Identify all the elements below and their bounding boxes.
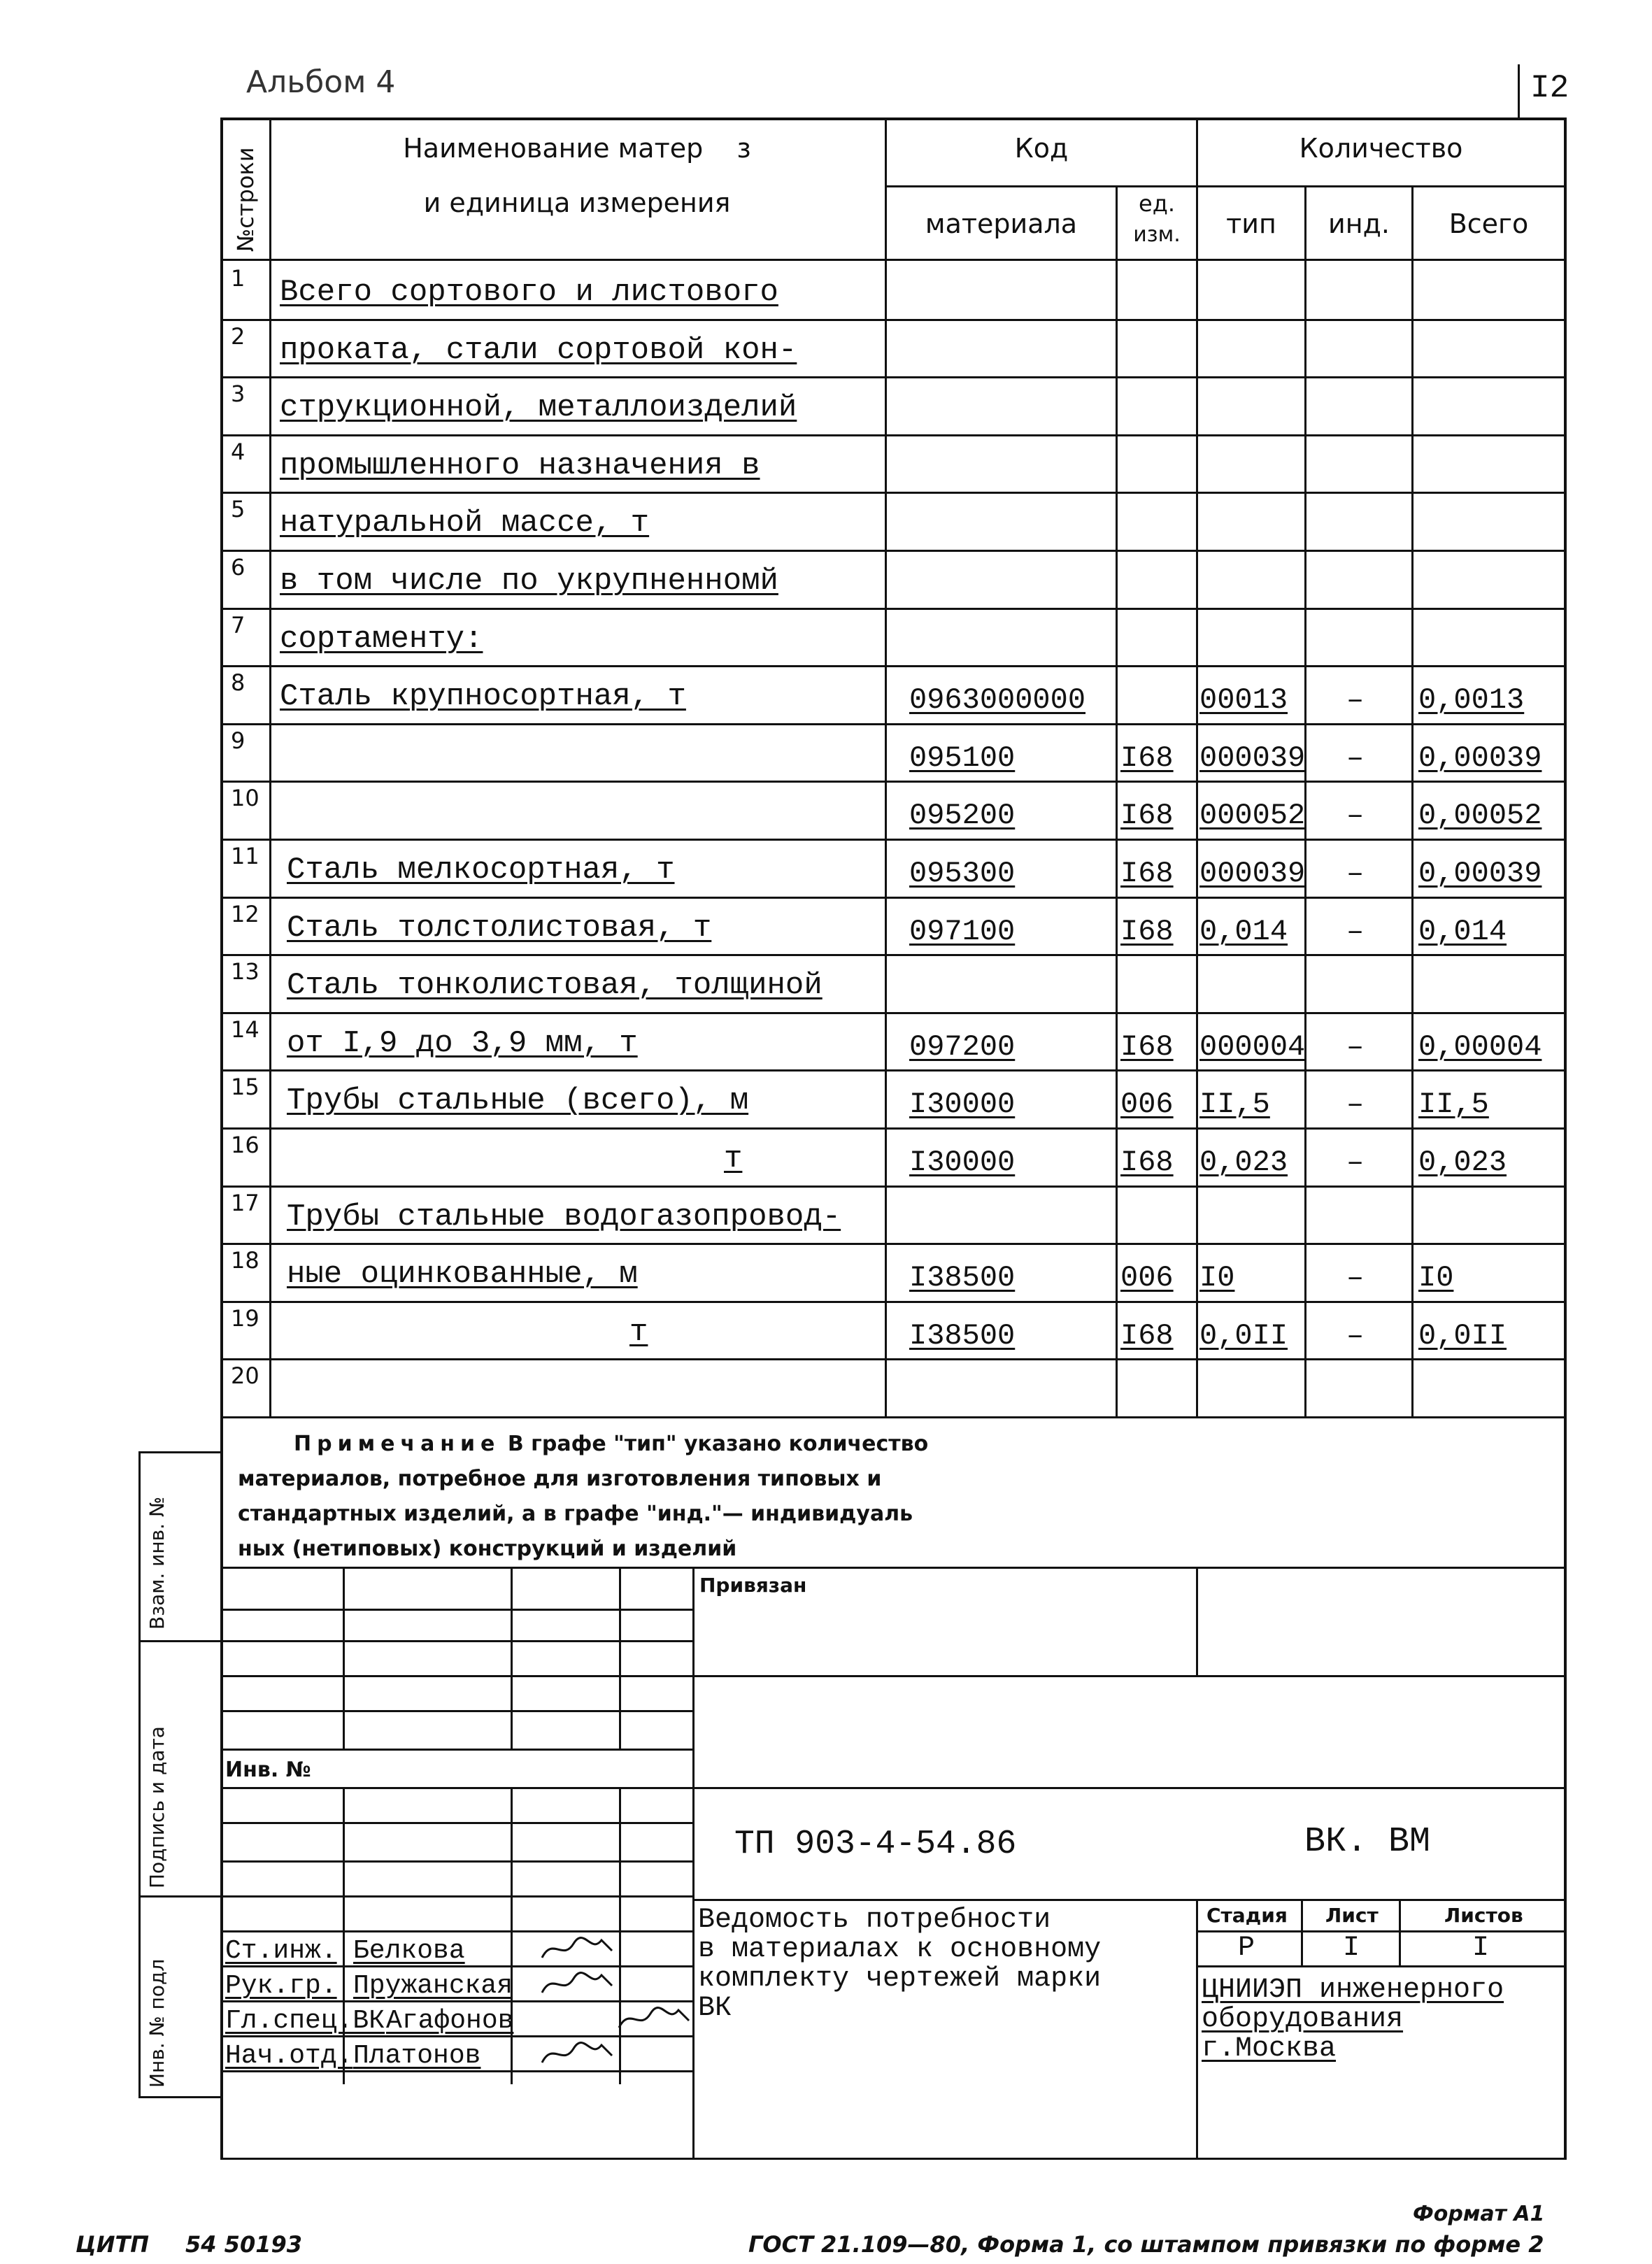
privyazan-label: Привязан bbox=[699, 1574, 807, 1597]
side-label-inv-podl: Инв. № подл bbox=[145, 1958, 169, 2088]
row-unit: I68 bbox=[1120, 1030, 1174, 1064]
row-ind: – bbox=[1346, 741, 1365, 775]
row-total: 0,00039 bbox=[1418, 857, 1542, 890]
col-header-name-line2: и единица измерения bbox=[423, 187, 731, 218]
inv-no-label: Инв. № bbox=[225, 1758, 311, 1782]
footer-gost: ГОСТ 21.109—80, Форма 1, со штампом привязки по форме 2 bbox=[748, 2231, 1544, 2258]
row-number: 2 bbox=[231, 323, 245, 350]
row-name: Сталь мелкосортная, т bbox=[287, 853, 675, 888]
row-unit: I68 bbox=[1120, 915, 1174, 948]
handwritten-signature-icon bbox=[539, 1968, 615, 2000]
row-name: ные оцинкованные, м bbox=[287, 1257, 638, 1292]
row-ind: – bbox=[1346, 857, 1365, 890]
row-name: проката, стали сортовой кон- bbox=[280, 333, 797, 368]
row-code: I30000 bbox=[909, 1088, 1016, 1121]
row-ind: – bbox=[1346, 1319, 1365, 1353]
doc-title-line4: ВК bbox=[698, 1993, 732, 2024]
col-header-name-part2: з bbox=[736, 133, 751, 164]
row-number: 20 bbox=[231, 1362, 259, 1389]
col-header-ind: инд. bbox=[1328, 208, 1390, 239]
row-name: т bbox=[724, 1141, 743, 1176]
note-line1: В графе "тип" указано количество bbox=[507, 1432, 929, 1456]
col-header-code: Код bbox=[1014, 133, 1069, 164]
side-label-vzam: Взам. инв. № bbox=[145, 1496, 169, 1630]
row-unit: I68 bbox=[1120, 799, 1174, 832]
sheet-value: I bbox=[1343, 1932, 1360, 1964]
row-number: 8 bbox=[231, 669, 245, 696]
signature-name: Агафонов bbox=[386, 2006, 514, 2036]
org-name bbox=[1202, 1976, 1504, 2064]
row-code: I38500 bbox=[909, 1319, 1016, 1353]
row-total: II,5 bbox=[1418, 1088, 1489, 1121]
sheet-label: Лист bbox=[1325, 1904, 1379, 1927]
sheets-value: I bbox=[1472, 1932, 1490, 1964]
row-number: 1 bbox=[231, 265, 245, 292]
row-ind: – bbox=[1346, 1030, 1365, 1064]
row-number: 17 bbox=[231, 1190, 259, 1216]
row-unit: I68 bbox=[1120, 741, 1174, 775]
row-code: 095100 bbox=[909, 741, 1016, 775]
handwritten-signature-icon bbox=[539, 2038, 615, 2070]
row-type: 000004 bbox=[1199, 1030, 1306, 1064]
signature-name: Пружанская bbox=[353, 1971, 513, 2001]
row-name: натуральной массе, т bbox=[280, 506, 650, 541]
row-type: 0,014 bbox=[1199, 915, 1288, 948]
row-code: 0963000000 bbox=[909, 683, 1086, 717]
row-number: 19 bbox=[231, 1305, 259, 1332]
row-number: 15 bbox=[231, 1074, 259, 1100]
signature-role: Гл.спец.ВК bbox=[225, 2006, 385, 2036]
row-name: в том числе по укрупненномй bbox=[280, 564, 778, 599]
col-header-total: Всего bbox=[1448, 208, 1529, 239]
row-code: I38500 bbox=[909, 1261, 1016, 1295]
row-number: 14 bbox=[231, 1016, 259, 1043]
row-total: I0 bbox=[1418, 1261, 1454, 1295]
stage-label: Стадия bbox=[1206, 1904, 1288, 1927]
col-header-unit-line2: изм. bbox=[1133, 222, 1181, 247]
row-name: сортаменту: bbox=[280, 622, 483, 657]
row-code: 095300 bbox=[909, 857, 1016, 890]
row-number: 3 bbox=[231, 380, 245, 407]
row-name: Сталь крупносортная, т bbox=[280, 679, 686, 714]
row-name: струкционной, металлоизделий bbox=[280, 390, 797, 425]
col-header-name-part1: Наименование матер bbox=[403, 133, 704, 164]
col-header-material: материала bbox=[925, 208, 1078, 239]
row-name: Сталь тонколистовая, толщиной bbox=[287, 968, 823, 1003]
org-line2: оборудования bbox=[1202, 2004, 1404, 2035]
row-type: 0,0II bbox=[1199, 1319, 1288, 1353]
row-type: II,5 bbox=[1199, 1088, 1270, 1121]
sheets-label: Листов bbox=[1444, 1904, 1523, 1927]
row-number: 6 bbox=[231, 554, 245, 581]
signature-name: Платонов bbox=[353, 2041, 481, 2071]
row-ind: – bbox=[1346, 1261, 1365, 1295]
row-name: промышленного назначения в bbox=[280, 448, 760, 483]
footer-citp: ЦИТП bbox=[76, 2231, 150, 2258]
row-name: Всего сортового и листового bbox=[280, 275, 778, 310]
col-header-quantity: Количество bbox=[1299, 133, 1463, 164]
row-code: 097100 bbox=[909, 915, 1016, 948]
row-number: 12 bbox=[231, 901, 259, 927]
row-unit: 006 bbox=[1120, 1088, 1174, 1121]
row-name: Сталь толстолистовая, т bbox=[287, 911, 712, 946]
row-total: 0,0013 bbox=[1418, 683, 1525, 717]
row-ind: – bbox=[1346, 683, 1365, 717]
row-total: 0,00004 bbox=[1418, 1030, 1542, 1064]
row-total: 0,023 bbox=[1418, 1146, 1507, 1179]
org-line3: г.Москва bbox=[1202, 2033, 1337, 2065]
row-type: I0 bbox=[1199, 1261, 1235, 1295]
row-number: 18 bbox=[231, 1247, 259, 1274]
row-number: 16 bbox=[231, 1132, 259, 1158]
note-line3: стандартных изделий, а в графе "инд."— индивидуаль bbox=[238, 1502, 913, 1526]
signature-name: Белкова bbox=[353, 1936, 465, 1966]
row-ind: – bbox=[1346, 1088, 1365, 1121]
row-unit: I68 bbox=[1120, 1146, 1174, 1179]
row-number: 7 bbox=[231, 612, 245, 639]
doc-title-line3: комплекту чертежей марки bbox=[698, 1963, 1102, 1995]
row-type: 00013 bbox=[1199, 683, 1288, 717]
row-number: 9 bbox=[231, 727, 245, 754]
doc-mark: ВК. ВМ bbox=[1304, 1822, 1431, 1862]
row-ind: – bbox=[1346, 799, 1365, 832]
row-name: от I,9 до 3,9 мм, т bbox=[287, 1026, 638, 1061]
note-line2: материалов, потребное для изготовления типовых и bbox=[238, 1467, 882, 1491]
row-code: 095200 bbox=[909, 799, 1016, 832]
row-number: 5 bbox=[231, 496, 245, 522]
row-ind: – bbox=[1346, 915, 1365, 948]
row-ind: – bbox=[1346, 1146, 1365, 1179]
row-number: 11 bbox=[231, 843, 259, 869]
row-number: 10 bbox=[231, 785, 259, 811]
album-label: Альбом 4 bbox=[246, 64, 396, 100]
row-code: 097200 bbox=[909, 1030, 1016, 1064]
row-unit: I68 bbox=[1120, 1319, 1174, 1353]
col-header-row-no: №строки bbox=[232, 147, 259, 252]
row-total: 0,014 bbox=[1418, 915, 1507, 948]
side-label-podpis: Подпись и дата bbox=[145, 1726, 169, 1888]
row-number: 4 bbox=[231, 439, 245, 465]
org-line1: ЦНИИЭП инженерного bbox=[1202, 1974, 1504, 2006]
row-type: 000052 bbox=[1199, 799, 1306, 832]
page-number-divider bbox=[1518, 64, 1520, 120]
footer-number: 54 50193 bbox=[185, 2231, 302, 2258]
stage-value: Р bbox=[1238, 1932, 1255, 1964]
doc-title bbox=[698, 1906, 1101, 2023]
row-total: 0,00052 bbox=[1418, 799, 1542, 832]
note-block bbox=[238, 1427, 1287, 1567]
row-type: 0,023 bbox=[1199, 1146, 1288, 1179]
handwritten-signature-icon bbox=[539, 1933, 615, 1965]
doc-title-line1: Ведомость потребности bbox=[698, 1905, 1051, 1936]
format-label: Формат А1 bbox=[1413, 2202, 1545, 2226]
page-number: I2 bbox=[1530, 70, 1569, 106]
row-total: 0,0II bbox=[1418, 1319, 1507, 1353]
doc-title-line2: в материалах к основному bbox=[698, 1934, 1102, 1965]
col-header-name bbox=[273, 133, 881, 164]
row-type: 000039 bbox=[1199, 741, 1306, 775]
row-name: Трубы стальные водогазопровод- bbox=[287, 1199, 841, 1234]
row-unit: I68 bbox=[1120, 857, 1174, 890]
col-header-type: тип bbox=[1226, 208, 1276, 239]
doc-code: ТП 903-4-54.86 bbox=[734, 1825, 1017, 1863]
handwritten-signature-icon bbox=[615, 2003, 692, 2035]
row-total: 0,00039 bbox=[1418, 741, 1542, 775]
signature-role: Ст.инж. bbox=[225, 1936, 337, 1966]
signature-role: Нач.отд. bbox=[225, 2041, 353, 2071]
col-header-unit-line1: ед. bbox=[1139, 190, 1175, 217]
row-name: Трубы стальные (всего), м bbox=[287, 1083, 749, 1118]
row-number: 13 bbox=[231, 958, 259, 985]
signature-role: Рук.гр. bbox=[225, 1971, 337, 2001]
row-type: 000039 bbox=[1199, 857, 1306, 890]
row-name: т bbox=[629, 1315, 648, 1350]
note-lead: Примечание bbox=[294, 1432, 501, 1456]
row-code: I30000 bbox=[909, 1146, 1016, 1179]
row-unit: 006 bbox=[1120, 1261, 1174, 1295]
note-line4: ных (нетиповых) конструкций и изделий bbox=[238, 1537, 737, 1561]
